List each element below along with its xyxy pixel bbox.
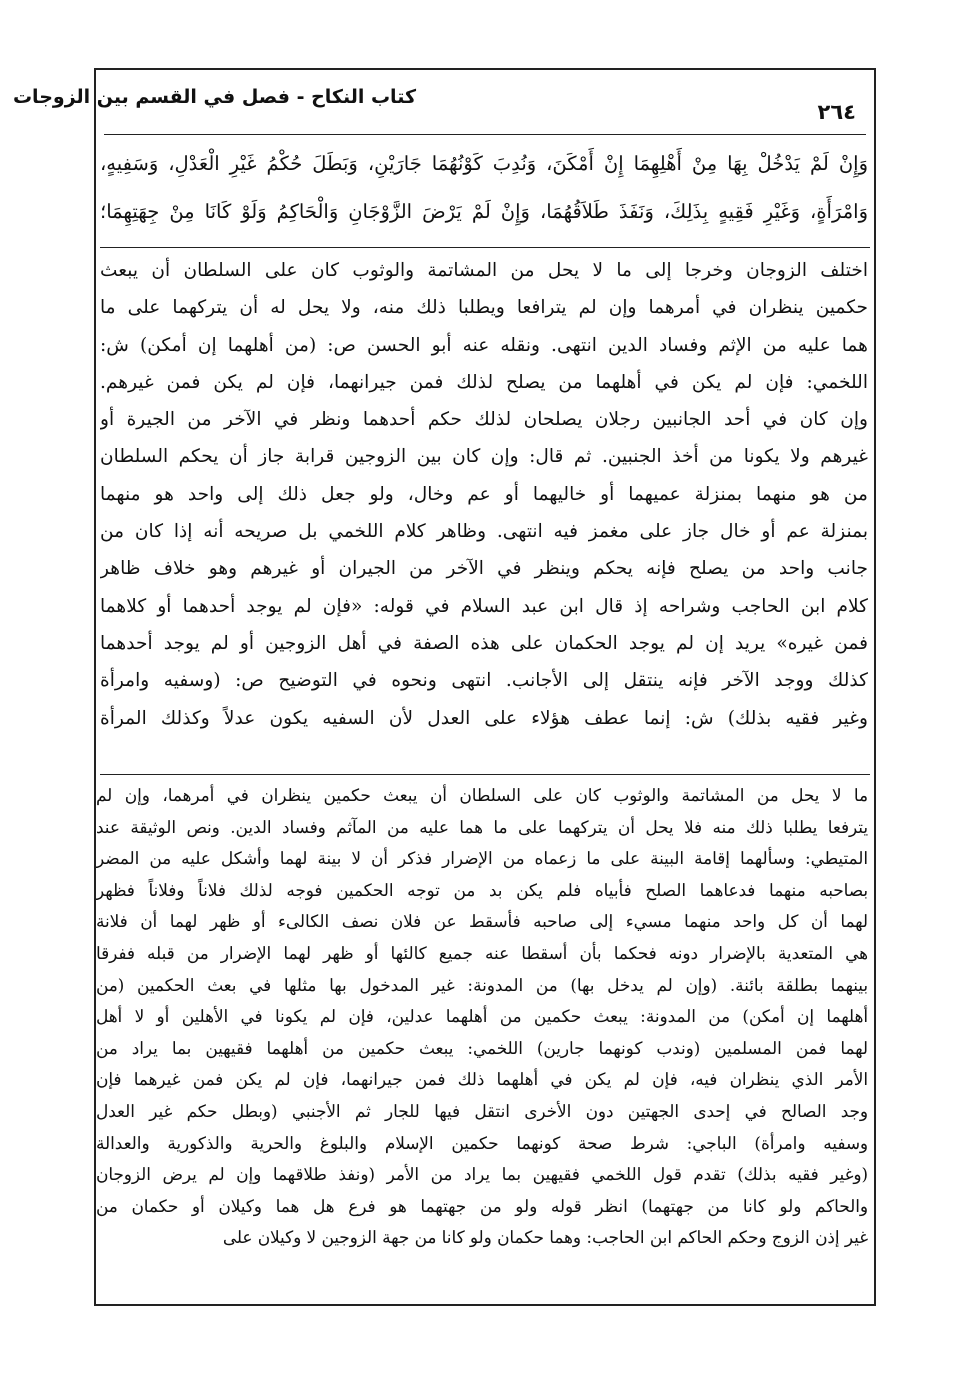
sharh-text-block (100, 252, 868, 737)
footnote-line: لهما أن كل واحد منهما مسيء إلى صاحبه فأسقط عن فلان نصف الكالىء أو ظهر لهما أن فلانة (96, 911, 868, 932)
footnote-line: يترفعا يطلبا ذلك منه فلا يحل أن يتركهما على ما هما عليه من المآثم وفساد الدين. ونص الوثيقة عند (96, 816, 868, 837)
sharh-line: جانب واحد من يصلح فإنه يحكم وينظر في الآخر من الجيران أو غيرهم وهو خلاف ظاهر (100, 558, 868, 580)
footnote-line: غير إذن الزوج وحكم الحاكم ابن الحاجب: وهما حكمان ولو كانا من جهة الزوجين لا وكيلان على (222, 1227, 868, 1248)
sharh-line: فمن غيره» يريد إن لم يوجد الحكمان على هذه الصفة في أهل الزوجين أو لم يوجد أحدهما (100, 632, 868, 654)
matn-line: وَامْرَأَةٍ، وَغَيْرِ فَقِيهٍ بِذَلِكَ، وَنَفَذَ طَلاَقُهُمَا، وَإِنْ لَمْ يَرْضَ الزَّوْجَانِ وَالْحَاكِمُ وَلَوْ كَانَا مِنْ جِهَتِهِمَا؛ (100, 200, 868, 223)
sharh-line: كذلك ووجد الآخر فإنه ينتقل إلى الأجانب. انتهى ونحوه في التوضيح ص: (وسفيه وامرأة (100, 670, 868, 692)
matn-text-block (100, 140, 868, 236)
sharh-line: حكمين ينظران في أمرهما وإن لم يترافعا ويطلبا ذلك منه، ولا يحل له أن يتركهما على ما (100, 297, 868, 319)
page-number: ٢٦٤ (817, 100, 856, 124)
sharh-line: هما عليه من الإثم وفساد الدين انتهى. ونقله عنه أبو الحسن ص: (من أهلهما إن أمكن) ش: (100, 334, 868, 356)
footnote-line: المتيطي: وسألهما إقامة البينة على ما زعماه من الإضرار فذكر أن لا بينة لهما وأشكل عليه من المضر (96, 848, 868, 869)
footnote-line: الأمر الذي ينظران فيه، فإن لم يكن في أهلهما ذلك فمن جيرانهما، فإن لم يكن فمن غيرهما فإن (96, 1069, 868, 1090)
footnote-line: بصاحبه منهما فدعاهما الصلح فأبياه فلم يكن بد من توجه الحكمين فوجه لذلك فلاناً وفلاناً فظهر (96, 879, 868, 900)
matn-line: وَإِنْ لَمْ يَدْخُلْ بِهَا مِنْ أَهْلِهِمَا إِنْ أَمْكَنَ، وَنُدِبَ كَوْنُهُمَا جَارَيْنِ، وَبَطَلَ حُكْمُ غَيْرِ الْعَدْلِ، وَسَفِيهٍ، (100, 152, 868, 175)
page-header (12, 70, 876, 130)
header-divider (104, 134, 866, 135)
footnote-text-block (96, 780, 868, 1254)
matn-divider (100, 247, 870, 248)
footnote-line: (وغير فقيه بذلك) تقدم قول اللخمي فقيهين بما يراد من الأمر (ونفذ طلاقهما وإن لم يرض الزوجان (96, 1164, 868, 1185)
sharh-line: كلام ابن الحاجب وشراحه إذ قال ابن عبد السلام في قوله: «فإن لم يوجد أحدهما أو كلاهما (100, 595, 868, 617)
sharh-line: بمنزلة عم أو خال جاز على مغمز فيه انتهى. وظاهر كلام اللخمي بل صريحه أنه إذا كان من (100, 521, 868, 543)
footnote-line: هي المتعدية بالإضرار دونه فحكما بأن أسقطا عنه جميع كالئها أو ظهر لهما الإضرار من قبله ففرقا (96, 942, 868, 963)
footnote-line: أهلهما إن أمكن) من المدونة: يبعث حكمين من أهلهما عدلين، فإن لم يكونا في الأهلين أو لا أهل (96, 1006, 868, 1027)
sharh-line: غيرهم ولا يكونا من أخذ الجنبين. ثم قال: وإن كان بين الزوجين قرابة جاز أن يحكم السلطان (100, 446, 868, 468)
sharh-line: وغير فقيه بذلك) ش: إنما عطف هؤلاء على العدل لأن السفيه يكون عدلاً وكذلك المرأة (100, 707, 868, 729)
sharh-line: اختلف الزوجان وخرجا إلى ما لا يحل من المشاتمة والوثوب كان على السلطان أن يبعث (100, 260, 868, 281)
sharh-line: اللخمي: فإن لم يكن في أهلهما من يصلح لذلك فمن جيرانهما، فإن لم يكن فمن غيرهم. (100, 371, 868, 393)
footnote-divider (100, 774, 870, 775)
footnote-line: بينهما بطلقة بائنة. (وإن لم يدخل بها) من المدونة: غير المدخول بها مثلها في بعث الحكمين (من (96, 974, 868, 995)
footnote-line: لهما فمن المسلمين (وندب كونهما جارين) اللخمي: يبعث حكمين من أهلهما فقيهين بما يراد من (96, 1037, 868, 1058)
sharh-line: وإن كان في أحد الجانبين رجلان يصلحان لذلك حكم أحدهما ونظر في الآخر من الجيرة أو (100, 409, 868, 431)
footnote-line: وسفيه وامرأة) الباجي: شرط صحة كونهما حكمين الإسلام والبلوغ والحرية والذكورية والعدالة (96, 1132, 868, 1153)
footnote-line: وجد الصالح في إحدى الجهتين دون الأخرى انتقل فيها للجار ثم الأجنبي (وبطل حكم غير العدل (96, 1100, 868, 1121)
running-title: كتاب النكاح - فصل في القسم بين الزوجات (12, 86, 416, 108)
sharh-line: من هو منهما بمنزلة عميهما أو خاليهما أو عم وخال، ولو جعل ذلك إلى واحد هو منهما (100, 483, 868, 505)
footnote-line: ما لا يحل من المشاتمة والوثوب كان على السلطان أن يبعث حكمين ينظران في أمرهما، وإن لم (96, 785, 868, 805)
footnote-line: والحاكم ولو كانا من جهتهما) انظر قوله ولو من جهتهما هو فرع هل هما وكيلان أو حكمان من (96, 1195, 868, 1216)
